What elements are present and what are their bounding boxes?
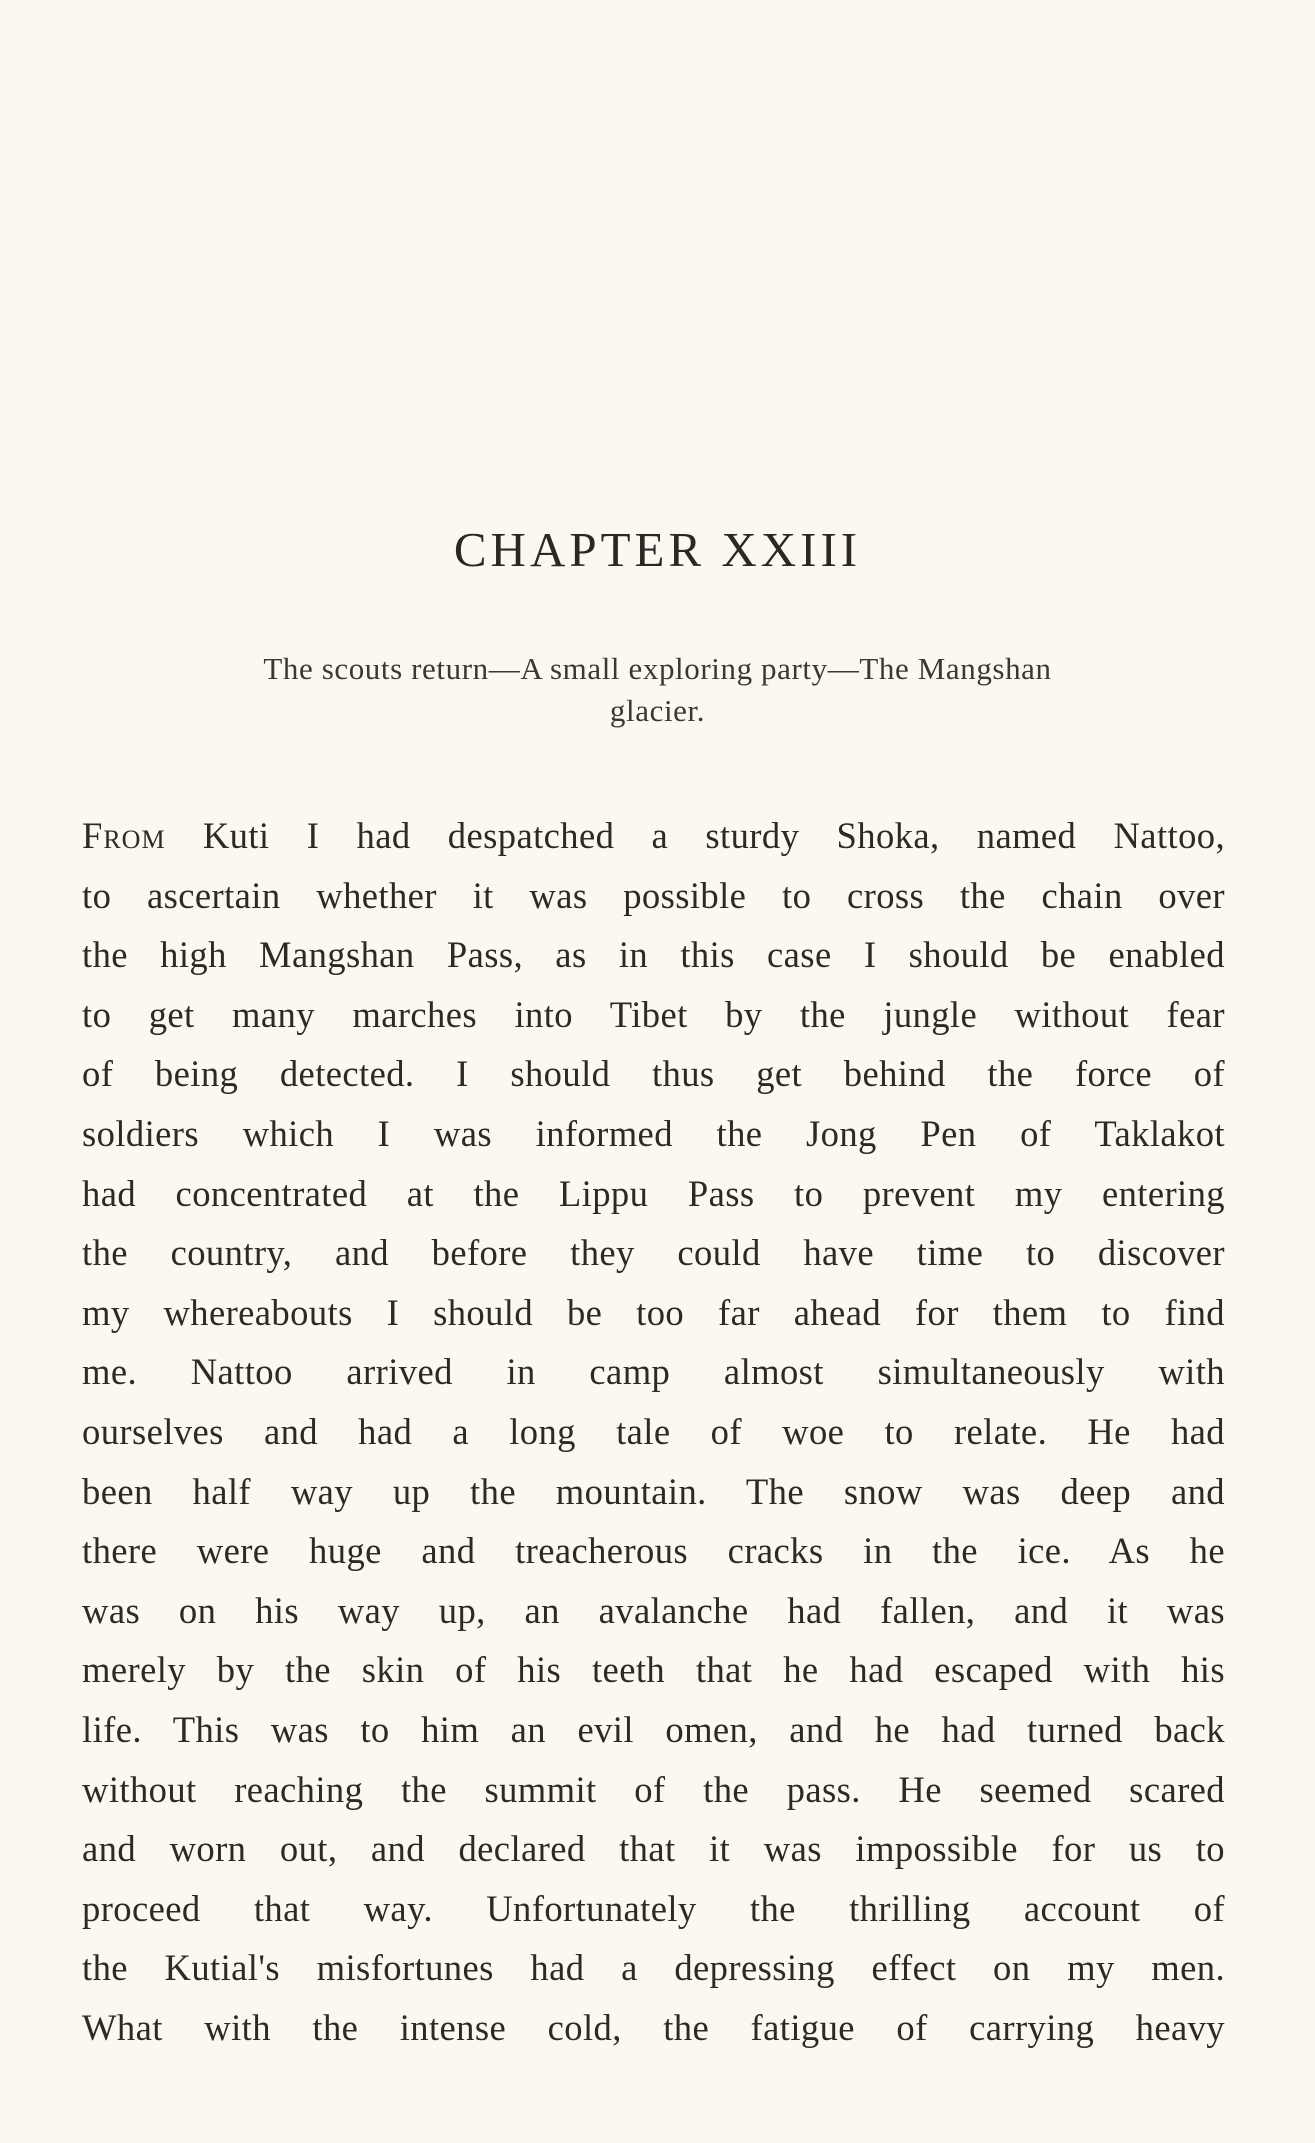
body-line-5: of being detected. I should thus get behind the force of (82, 1053, 1225, 1095)
chapter-summary-line-2: glacier. (609, 693, 706, 728)
body-line-7: had concentrated at the Lippu Pass to prevent my entering (82, 1172, 1225, 1214)
opening-word: From (82, 815, 166, 856)
body-line-10: me. Nattoo arrived in camp almost simultaneously with (82, 1351, 1225, 1393)
chapter-title: CHAPTER XXIII (453, 522, 862, 577)
body-line-2: to ascertain whether it was possible to cross the chain over (82, 874, 1225, 916)
body-line-11: ourselves and had a long tale of woe to relate. He had (82, 1410, 1225, 1452)
chapter-summary (130, 648, 1185, 732)
body-line-21: What with the intense cold, the fatigue of carrying heavy (82, 2006, 1225, 2048)
body-line-16: life. This was to him an evil omen, and he had turned back (82, 1708, 1225, 1750)
body-line-17: without reaching the summit of the pass. He seemed scared (82, 1768, 1225, 1810)
body-line-3: the high Mangshan Pass, as in this case I should be enabled (82, 934, 1225, 976)
body-line-19: proceed that way. Unfortunately the thrilling account of (82, 1887, 1225, 1929)
body-line-9: my whereabouts I should be too far ahead for them to find (82, 1291, 1225, 1333)
body-line-1-text: Kuti I had despatched a sturdy Shoka, named Nattoo, (165, 815, 1225, 856)
body-line-12: been half way up the mountain. The snow was deep and (82, 1470, 1225, 1512)
body-line-15: merely by the skin of his teeth that he had escaped with his (82, 1649, 1225, 1691)
body-line-14: was on his way up, an avalanche had fallen, and it was (82, 1589, 1225, 1631)
chapter-summary-line-1: The scouts return—A small exploring party—The Mangshan (263, 651, 1052, 686)
body-line-8: the country, and before they could have time to discover (82, 1232, 1225, 1274)
body-line-1 (82, 806, 1225, 866)
body-line-13: there were huge and treacherous cracks in the ice. As he (82, 1530, 1225, 1572)
body-line-20: the Kutial's misfortunes had a depressing effect on my men. (82, 1947, 1225, 1989)
body-line-18: and worn out, and declared that it was impossible for us to (82, 1828, 1225, 1870)
body-line-6: soldiers which I was informed the Jong Pen of Taklakot (82, 1112, 1225, 1154)
body-line-4: to get many marches into Tibet by the jungle without fear (82, 993, 1225, 1035)
body-text (82, 806, 1225, 2057)
